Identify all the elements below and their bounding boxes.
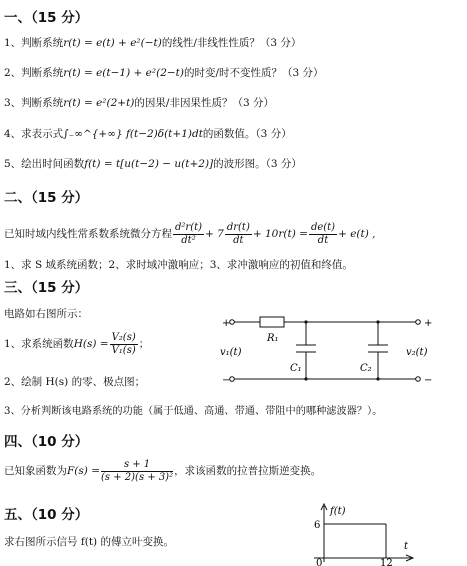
pulse-signal-graph xyxy=(300,500,420,566)
laplace-question: 已知象函数为 F(s) = $\frac{s + 1}{\text{(s + 2)(s + 3)²}}$ ，求该函数的拉普拉斯逆变换。 xyxy=(4,458,322,483)
circuit-intro: 电路如右图所示： xyxy=(4,308,88,320)
question-1-3-formula: r(t) = e²(2+t) xyxy=(63,97,135,109)
graph-xlabel: t xyxy=(404,541,409,552)
v1-label: v₁(t) xyxy=(220,347,242,358)
section-1-heading: 一、（15 分） xyxy=(4,10,89,26)
section-3-heading: 三、（15 分） xyxy=(4,280,89,296)
question-3-1: 1、求系统函数 H(s) = $\frac{\text{V₂(s)}}{\text{V₁(s)}}$ ； xyxy=(4,331,150,356)
question-3-3: 3、分析判断该电路系统的功能（属于低通、高通、带通、带阻中的哪种滤波器？）。 xyxy=(4,406,383,417)
c2-label: C₂ xyxy=(360,363,372,374)
output-minus-terminal xyxy=(416,377,421,382)
fourier-question: 求右图所示信号 f(t) 的傅立叶变换。 xyxy=(4,536,174,548)
v2-label: v₂(t) xyxy=(406,347,428,358)
fraction-de: $\frac{de(t)}{dt}$ xyxy=(310,221,336,246)
fraction-h-of-s: $\frac{\text{V₂(s)}}{\text{V₁(s)}}$ xyxy=(111,331,136,356)
question-1-2: 2、判断系统r(t) = e(t−1) + e²(2−t)的时变/时不变性质？（3 分） xyxy=(4,67,324,79)
graph-ylabel: f(t) xyxy=(330,506,346,517)
rc-circuit-diagram xyxy=(220,308,445,390)
section-4-heading: 四、（10 分） xyxy=(4,434,89,450)
question-1-3: 3、判断系统r(t) = e²(2+t)的因果/非因果性质？（3 分） xyxy=(4,97,274,109)
question-1-1-formula: r(t) = e(t) + e²(−t) xyxy=(63,37,162,49)
fraction-d2r: $\frac{\text{d²r(t)}}{\text{dt²}}$ xyxy=(175,221,203,246)
question-1-4-formula: ∫₋∞^{+∞} f(t−2)δ(t+1)dt xyxy=(63,128,203,140)
graph-origin-label: 0 xyxy=(316,558,323,566)
question-1-4: 4、求表示式∫₋∞^{+∞} f(t−2)δ(t+1)dt的函数值。（3 分） xyxy=(4,128,292,140)
r1-label: R₁ xyxy=(267,333,279,344)
resistor-r1 xyxy=(260,317,284,327)
fraction-f-of-s: $\frac{s + 1}{\text{(s + 2)(s + 3)²}}$ xyxy=(101,458,174,483)
section-2-tasks: 1、求 S 域系统函数；2、求时域冲激响应；3、求冲激响应的初值和终值。 xyxy=(4,259,353,271)
output-plus-label: + xyxy=(424,318,433,329)
graph-level-label: 6 xyxy=(314,520,321,531)
question-1-1: 1、判断系统r(t) = e(t) + e²(−t)的线性/非线性性质？（3 分） xyxy=(4,37,302,49)
input-minus-label: − xyxy=(222,375,231,386)
input-plus-label: + xyxy=(222,318,231,329)
question-1-2-formula: r(t) = e(t−1) + e²(2−t) xyxy=(63,67,184,79)
question-3-2: 2、绘制 H(s) 的零、极点图； xyxy=(4,376,146,388)
section-2-heading: 二、（15 分） xyxy=(4,190,89,206)
output-plus-terminal xyxy=(416,320,421,325)
fraction-dr: $\frac{dr(t)}{dt}$ xyxy=(226,221,250,246)
c1-label: C₁ xyxy=(290,363,302,374)
output-minus-label: − xyxy=(424,375,433,386)
question-1-5-formula: f(t) = t[u(t−2) − u(t+2)] xyxy=(84,158,214,170)
question-1-5: 5、绘出时间函数f(t) = t[u(t−2) − u(t+2)]的波形图。（3 分） xyxy=(4,158,302,170)
differential-equation: 已知时域内线性常系数系统微分方程 $\frac{\text{d²r(t)}}{\text{dt²}}$ + 7 $\frac{dr(t)}{dt}$ + 10r(t) = $\frac{de(t)}{dt}$ + e(t) , xyxy=(4,221,376,246)
graph-x1-label: 12 xyxy=(380,558,393,566)
section-5-heading: 五、（10 分） xyxy=(4,507,89,523)
